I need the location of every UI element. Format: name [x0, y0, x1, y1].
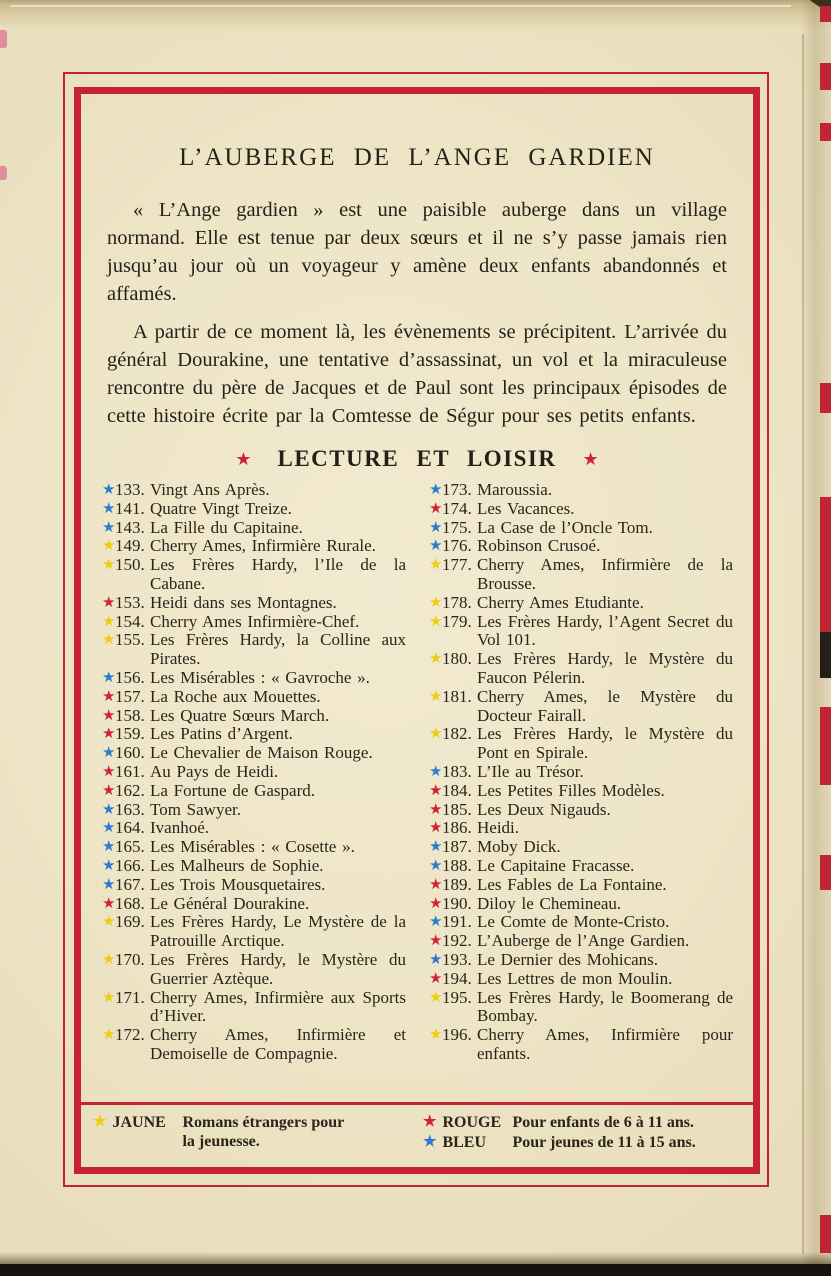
legend-description: Romans étrangers pour la jeunesse.	[182, 1114, 344, 1150]
star-icon: ★	[102, 745, 116, 762]
catalog-item-number: 194.	[442, 968, 472, 988]
catalog-item	[101, 801, 406, 820]
catalog-column-right	[428, 481, 733, 1064]
catalog-item	[428, 895, 733, 914]
catalog-item-title: Les Frères Hardy, le Mystère du Faucon Pélerin.	[477, 649, 733, 687]
catalog-item-title: Le Chevalier de Maison Rouge.	[150, 743, 373, 763]
star-icon: ★	[429, 914, 443, 931]
star-icon: ★	[102, 857, 116, 874]
series-title-row	[101, 446, 733, 472]
catalog-item	[428, 613, 733, 651]
legend-color-label: BLEU	[442, 1134, 487, 1151]
star-icon: ★	[102, 782, 116, 799]
catalog-item	[428, 932, 733, 951]
catalog-item-number: 168.	[115, 893, 145, 913]
catalog-item-title: Les Frères Hardy, Le Mystère de la Patrouille Arctique.	[150, 912, 406, 951]
star-icon: ★	[102, 801, 116, 818]
star-icon: ★	[429, 933, 443, 950]
catalog-item	[428, 763, 733, 782]
catalog-item-title: Cherry Ames Infirmière-Chef.	[150, 611, 360, 631]
book-edge-mark	[0, 30, 7, 48]
catalog-item-number: 154.	[115, 611, 145, 631]
legend-description: Pour jeunes de 11 à 15 ans.	[512, 1134, 696, 1151]
catalog-item-number: 143.	[115, 517, 145, 537]
catalog-item-title: Les Lettres de mon Moulin.	[477, 968, 673, 988]
catalog-item-title: Le Comte de Monte-Cristo.	[477, 912, 670, 932]
catalog-item-title: La Fille du Capitaine.	[150, 517, 303, 537]
star-icon: ★	[429, 651, 443, 668]
catalog-item-title: Heidi.	[477, 818, 520, 838]
catalog-item	[101, 519, 406, 538]
catalog-item-title: Le Capitaine Fracasse.	[477, 855, 635, 875]
star-icon: ★	[102, 482, 116, 498]
catalog-item-number: 191.	[442, 912, 472, 932]
catalog-item-number: 163.	[115, 799, 145, 819]
star-icon: ★	[93, 1114, 107, 1130]
catalog-item	[101, 763, 406, 782]
catalog-item-title: Les Fables de La Fontaine.	[477, 874, 667, 894]
star-icon: ★	[102, 1027, 116, 1044]
outer-red-frame	[63, 72, 769, 1187]
catalog-item	[101, 744, 406, 763]
catalog-item-number: 160.	[115, 743, 145, 763]
catalog-item	[428, 481, 733, 500]
catalog-item-number: 181.	[442, 686, 472, 706]
star-icon: ★	[429, 688, 443, 705]
catalog-item-number: 179.	[442, 611, 472, 631]
catalog-item	[428, 537, 733, 556]
catalog-column-left	[101, 481, 406, 1064]
star-icon: ★	[429, 801, 443, 818]
catalog-item	[101, 556, 406, 594]
catalog-item-title: Maroussia.	[477, 480, 553, 499]
book-title: L’AUBERGE DE L’ANGE GARDIEN	[179, 144, 655, 171]
star-icon: ★	[235, 449, 252, 469]
catalog-item-number: 150.	[115, 555, 145, 575]
book-edge-patch	[820, 497, 831, 632]
catalog-item-title: Les Frères Hardy, l’Ile de la Cabane.	[150, 555, 406, 593]
star-icon: ★	[102, 613, 116, 630]
catalog-item	[101, 500, 406, 519]
book-edge-patch	[820, 6, 831, 22]
catalog-item	[428, 876, 733, 895]
catalog	[101, 481, 733, 1064]
catalog-item	[101, 857, 406, 876]
catalog-item-number: 164.	[115, 818, 145, 838]
catalog-item-title: Le Dernier des Mohicans.	[477, 949, 659, 969]
star-icon: ★	[429, 951, 443, 968]
catalog-item-title: Les Frères Hardy, le Boomerang de Bombay.	[477, 987, 733, 1026]
catalog-item-number: 196.	[442, 1025, 472, 1045]
star-icon: ★	[102, 895, 116, 912]
catalog-item-title: Diloy le Chemineau.	[477, 893, 622, 913]
catalog-item-title: Au Pays de Heidi.	[150, 761, 279, 781]
star-icon: ★	[102, 519, 116, 536]
catalog-item-number: 159.	[115, 724, 145, 744]
book-edge-patch	[820, 123, 831, 141]
catalog-item-number: 170.	[115, 949, 145, 969]
catalog-item-number: 155.	[115, 630, 145, 650]
catalog-item-number: 153.	[115, 592, 145, 612]
cover-content	[81, 94, 753, 1167]
star-icon: ★	[102, 726, 116, 743]
catalog-item-number: 180.	[442, 649, 472, 669]
catalog-item	[101, 819, 406, 838]
catalog-item-title: Cherry Ames, le Mystère du Docteur Fairall.	[477, 686, 733, 725]
catalog-item-number: 176.	[442, 536, 472, 556]
catalog-item-number: 156.	[115, 667, 145, 687]
star-icon: ★	[429, 500, 443, 517]
book-edge-patch	[820, 1215, 831, 1253]
star-icon: ★	[429, 989, 443, 1006]
catalog-item-title: Les Vacances.	[477, 498, 575, 518]
star-icon: ★	[429, 482, 443, 498]
catalog-item	[101, 707, 406, 726]
catalog-item	[101, 725, 406, 744]
legend-right-block	[423, 1113, 743, 1167]
catalog-item	[428, 782, 733, 801]
star-icon: ★	[102, 632, 116, 649]
star-icon: ★	[102, 707, 116, 724]
catalog-item	[428, 989, 733, 1027]
catalog-item-number: 183.	[442, 761, 472, 781]
book-top-edge-highlight	[10, 5, 791, 7]
catalog-item-title: Les Petites Filles Modèles.	[477, 780, 665, 800]
catalog-item	[428, 970, 733, 989]
catalog-item	[101, 951, 406, 989]
catalog-item-title: La Fortune de Gaspard.	[150, 780, 316, 800]
catalog-item-number: 169.	[115, 912, 145, 932]
catalog-item	[428, 838, 733, 857]
catalog-item-title: Cherry Ames, Infirmière de la Brousse.	[477, 555, 733, 593]
catalog-item-title: Ivanhoé.	[150, 818, 210, 838]
star-icon: ★	[429, 820, 443, 837]
catalog-item-title: Tom Sawyer.	[150, 799, 241, 819]
catalog-item-title: Les Trois Mousquetaires.	[150, 874, 326, 894]
book-edge-patch	[820, 855, 831, 890]
catalog-item	[101, 913, 406, 951]
catalog-item-number: 173.	[442, 480, 472, 499]
legend-left-block	[93, 1113, 423, 1167]
catalog-item-title: Quatre Vingt Treize.	[150, 498, 292, 518]
star-icon: ★	[429, 876, 443, 893]
legend-color-label: JAUNE	[112, 1114, 166, 1131]
catalog-item-title: La Roche aux Mouettes.	[150, 686, 321, 706]
catalog-item-number: 186.	[442, 818, 472, 838]
catalog-item	[428, 857, 733, 876]
catalog-item	[101, 838, 406, 857]
catalog-item-number: 195.	[442, 987, 472, 1007]
legend-description: Pour enfants de 6 à 11 ans.	[512, 1114, 694, 1131]
catalog-item-number: 157.	[115, 686, 145, 706]
star-icon: ★	[102, 989, 116, 1006]
star-icon: ★	[429, 763, 443, 780]
catalog-item-number: 171.	[115, 987, 145, 1007]
catalog-item-number: 185.	[442, 799, 472, 819]
catalog-item-title: Les Frères Hardy, la Colline aux Pirates.	[150, 630, 406, 669]
catalog-item-title: Cherry Ames, Infirmière pour enfants.	[477, 1025, 733, 1063]
catalog-item	[428, 801, 733, 820]
catalog-item-number: 174.	[442, 498, 472, 518]
catalog-item-number: 178.	[442, 592, 472, 612]
star-icon: ★	[429, 538, 443, 555]
catalog-item-title: Cherry Ames, Infirmière aux Sports d’Hiver.	[150, 987, 406, 1026]
star-icon: ★	[423, 1134, 437, 1150]
catalog-item	[428, 688, 733, 726]
catalog-item	[428, 913, 733, 932]
catalog-item	[428, 951, 733, 970]
catalog-item-title: Robinson Crusoé.	[477, 536, 601, 556]
star-icon: ★	[102, 500, 116, 517]
catalog-item	[428, 819, 733, 838]
color-legend	[81, 1102, 753, 1167]
star-icon: ★	[102, 538, 116, 555]
catalog-item-title: Les Quatre Sœurs March.	[150, 705, 330, 725]
catalog-item	[101, 537, 406, 556]
star-icon: ★	[429, 1027, 443, 1044]
catalog-item-title: Cherry Ames, Infirmière et Demoiselle de Compagnie.	[150, 1025, 406, 1063]
catalog-item	[428, 1026, 733, 1064]
catalog-item	[101, 876, 406, 895]
legend-entry	[423, 1133, 743, 1152]
catalog-item	[101, 688, 406, 707]
catalog-item-title: Cherry Ames, Infirmière Rurale.	[150, 536, 376, 556]
synopsis-paragraph-2: A partir de ce moment là, les évènements se précipitent. L’arrivée du général Dourakine, une tentative d’assassinat, un vol et la miraculeuse rencontre du père de Jacques et de Paul sont les principaux épisodes de cette histoire écrite par la Comtesse de Ségur pour ses petits enfants.	[107, 321, 727, 427]
star-icon: ★	[102, 839, 116, 856]
star-icon: ★	[102, 594, 116, 611]
star-icon: ★	[423, 1114, 437, 1130]
catalog-item-number: 149.	[115, 536, 145, 556]
catalog-item-title: Les Patins d’Argent.	[150, 724, 293, 744]
star-icon: ★	[429, 839, 443, 856]
star-icon: ★	[429, 613, 443, 630]
catalog-item-number: 172.	[115, 1025, 145, 1045]
book-right-crease	[802, 34, 804, 1254]
catalog-item-number: 184.	[442, 780, 472, 800]
book-bottom-edge	[0, 1264, 831, 1276]
catalog-item	[101, 782, 406, 801]
book-edge-patch	[820, 383, 831, 413]
star-icon: ★	[102, 914, 116, 931]
catalog-item-number: 189.	[442, 874, 472, 894]
catalog-item-title: Les Misérables : « Cosette ».	[150, 837, 355, 857]
catalog-item-number: 158.	[115, 705, 145, 725]
catalog-item-number: 175.	[442, 517, 472, 537]
star-icon: ★	[582, 449, 599, 469]
catalog-item-number: 177.	[442, 555, 472, 575]
legend-entry	[93, 1113, 423, 1151]
catalog-item-title: La Case de l’Oncle Tom.	[477, 517, 653, 537]
legend-entry	[423, 1113, 743, 1132]
catalog-item	[428, 594, 733, 613]
catalog-item	[428, 519, 733, 538]
catalog-item-title: Moby Dick.	[477, 837, 561, 857]
series-title: LECTURE ET LOISIR	[277, 446, 557, 471]
legend-color-label: ROUGE	[442, 1114, 502, 1131]
catalog-item	[101, 669, 406, 688]
catalog-item	[101, 1026, 406, 1064]
synopsis-paragraph-1: « L’Ange gardien » est une paisible auberge dans un village normand. Elle est tenue par deux sœurs et il ne s’y passe jamais rien jusqu’au jour où un voyageur y amène deux enfants abandonnés et affamés.	[107, 199, 727, 305]
book-edge-patch	[820, 63, 831, 90]
catalog-item-title: Les Misérables : « Gavroche ».	[150, 667, 370, 687]
catalog-item	[428, 725, 733, 763]
catalog-item-title: Cherry Ames Etudiante.	[477, 592, 644, 612]
star-icon: ★	[429, 970, 443, 987]
catalog-item-title: Les Malheurs de Sophie.	[150, 855, 324, 875]
book-bottom-shadow	[0, 1252, 831, 1264]
catalog-item-number: 193.	[442, 949, 472, 969]
catalog-item-number: 192.	[442, 931, 472, 951]
book-edge-patch	[820, 707, 831, 785]
catalog-item-number: 141.	[115, 498, 145, 518]
book-edge-mark	[0, 166, 7, 180]
star-icon: ★	[429, 895, 443, 912]
star-icon: ★	[102, 876, 116, 893]
star-icon: ★	[429, 594, 443, 611]
star-icon: ★	[102, 763, 116, 780]
catalog-item-number: 187.	[442, 837, 472, 857]
catalog-item	[101, 594, 406, 613]
catalog-item-number: 190.	[442, 893, 472, 913]
catalog-item-title: Les Deux Nigauds.	[477, 799, 611, 819]
catalog-item-title: Vingt Ans Après.	[150, 480, 270, 499]
catalog-item-title: Heidi dans ses Montagnes.	[150, 592, 337, 612]
catalog-item-title: L’Auberge de l’Ange Gardien.	[477, 931, 690, 951]
book-edge-patch	[820, 632, 831, 678]
catalog-item	[101, 613, 406, 632]
catalog-item-number: 182.	[442, 724, 472, 744]
catalog-item-number: 161.	[115, 761, 145, 781]
catalog-item-number: 188.	[442, 855, 472, 875]
catalog-item	[428, 500, 733, 519]
star-icon: ★	[429, 557, 443, 574]
catalog-item-number: 162.	[115, 780, 145, 800]
catalog-item-title: Les Frères Hardy, l’Agent Secret du Vol 101.	[477, 611, 733, 650]
catalog-item	[101, 481, 406, 500]
star-icon: ★	[102, 688, 116, 705]
catalog-item-title: Le Général Dourakine.	[150, 893, 310, 913]
inner-red-frame	[74, 87, 760, 1174]
catalog-item	[428, 650, 733, 688]
star-icon: ★	[429, 519, 443, 536]
star-icon: ★	[102, 951, 116, 968]
catalog-item	[101, 989, 406, 1027]
catalog-item-title: Les Frères Hardy, le Mystère du Guerrier Aztèque.	[150, 949, 406, 988]
catalog-item-title: Les Frères Hardy, le Mystère du Pont en Spirale.	[477, 724, 733, 763]
catalog-item-number: 165.	[115, 837, 145, 857]
star-icon: ★	[102, 820, 116, 837]
catalog-item	[101, 895, 406, 914]
catalog-item-title: L’Ile au Trésor.	[477, 761, 584, 781]
star-icon: ★	[429, 857, 443, 874]
star-icon: ★	[102, 669, 116, 686]
catalog-item	[101, 631, 406, 669]
catalog-item-number: 166.	[115, 855, 145, 875]
star-icon: ★	[429, 782, 443, 799]
catalog-item	[428, 556, 733, 594]
catalog-item-number: 167.	[115, 874, 145, 894]
catalog-item-number: 133.	[115, 480, 145, 499]
star-icon: ★	[429, 726, 443, 743]
star-icon: ★	[102, 557, 116, 574]
